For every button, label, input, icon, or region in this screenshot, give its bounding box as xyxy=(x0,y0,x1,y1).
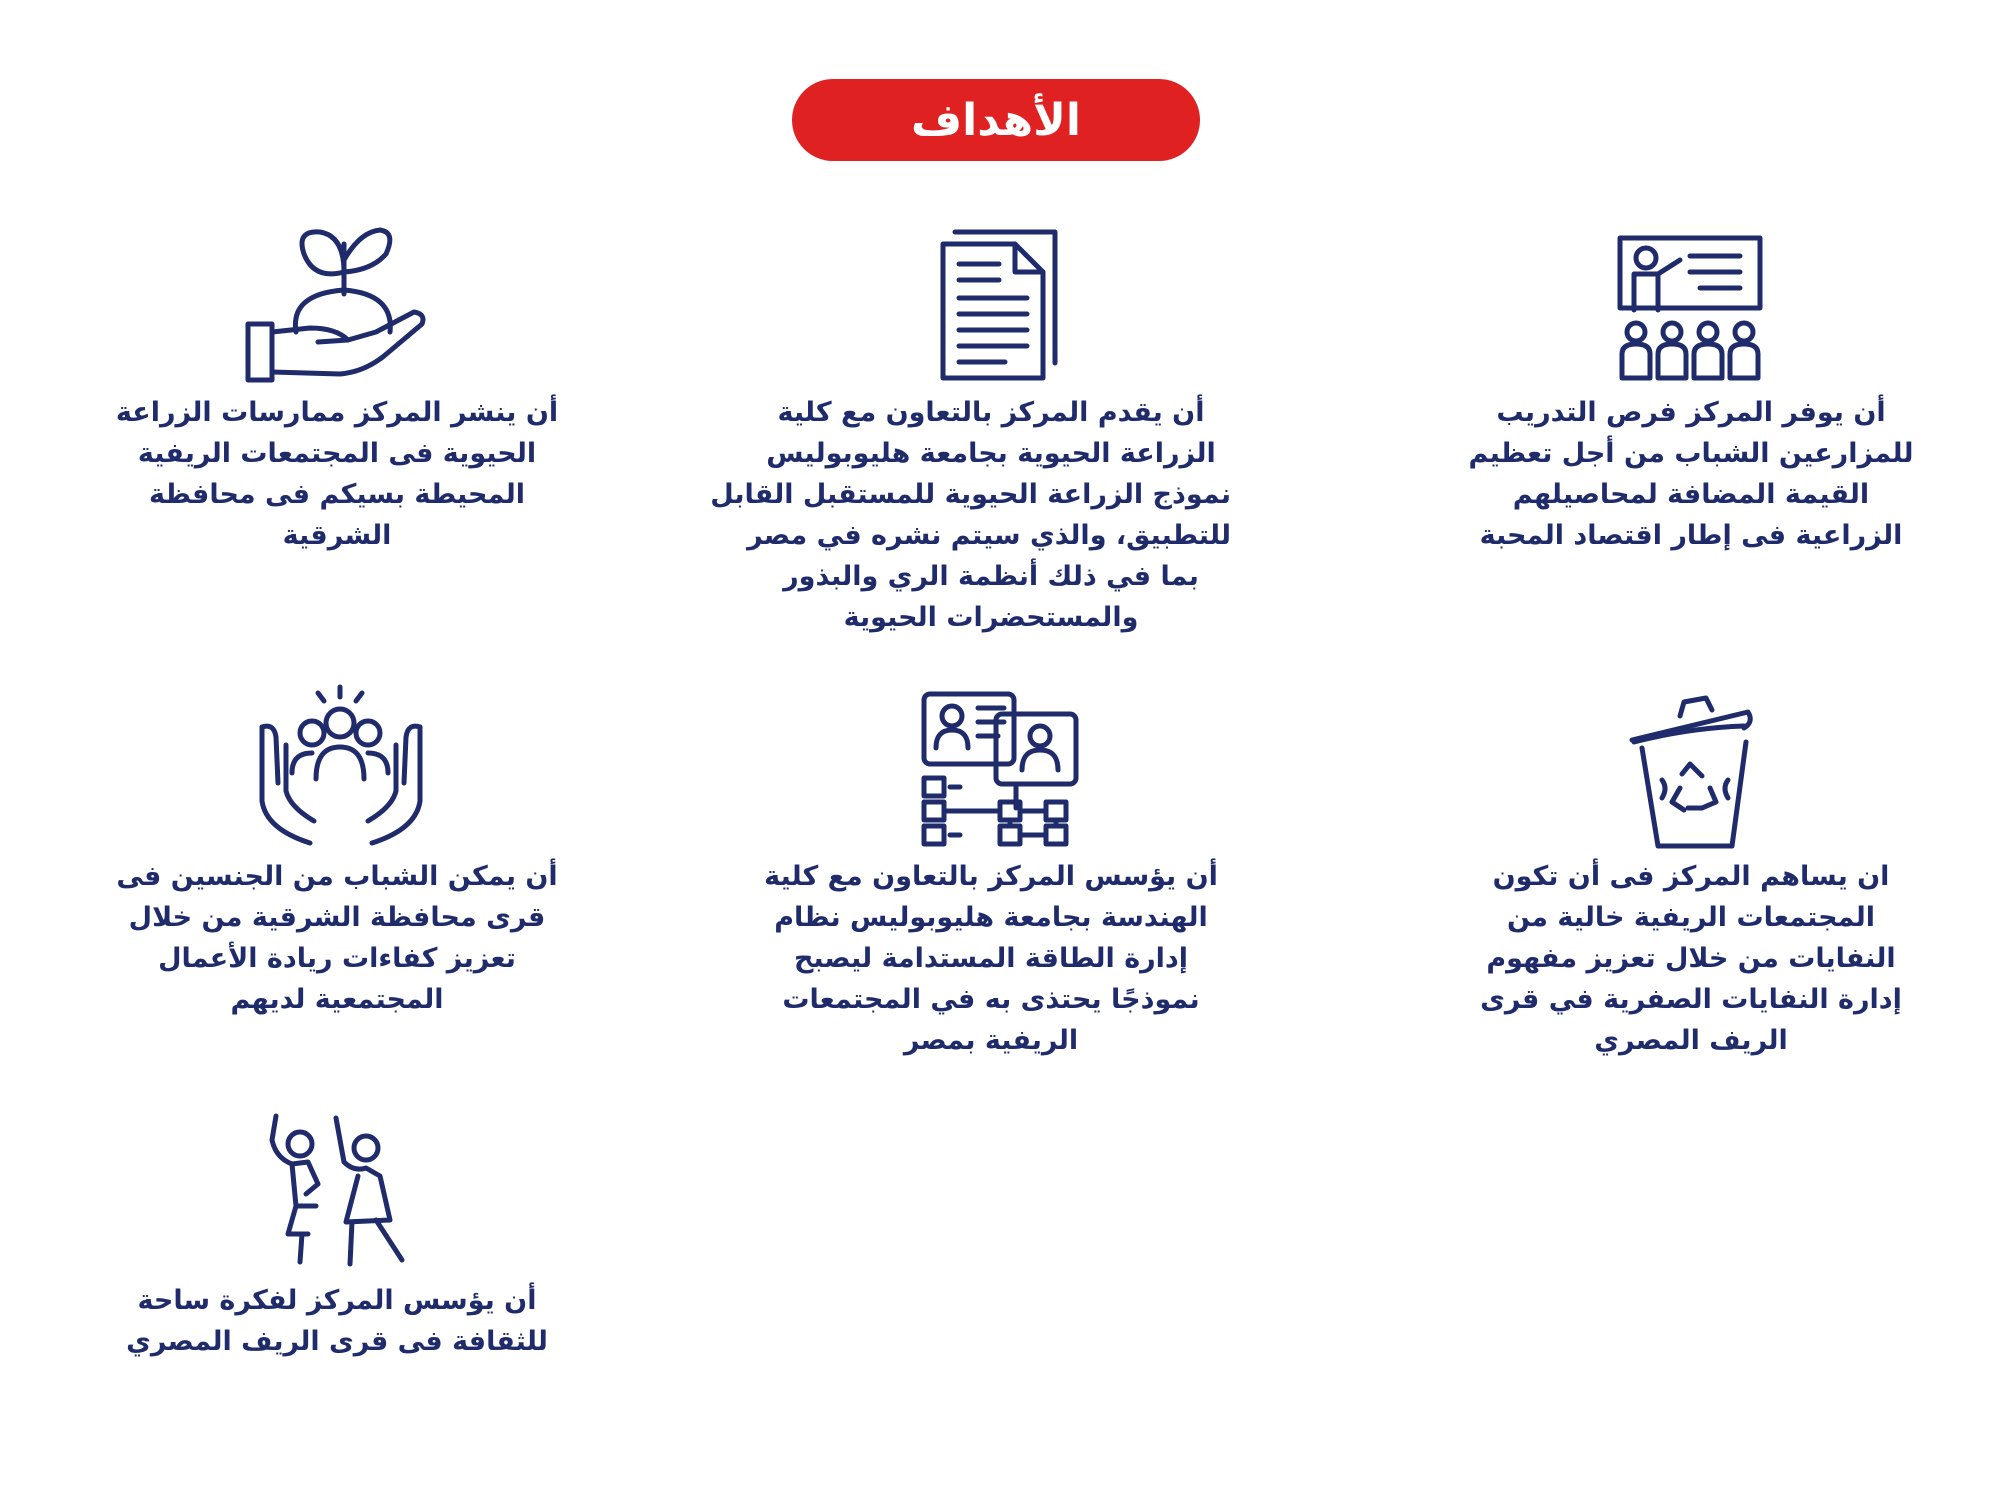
network-chat-icon xyxy=(920,690,1080,850)
goal-text-1: أن يوفر المركز فرص التدريب للمزارعين الشباب من أجل تعظيم القيمة المضافة لمحاصيلهم الزراعية فى إطار اقتصاد المحبة xyxy=(1468,397,1914,551)
goal-text-4: ان يساهم المركز فى أن تكون المجتمعات الريفية خالية من النفايات من خلال تعزيز مفهوم إدارة النفايات الصفرية في قرى الريف المصري xyxy=(1480,861,1902,1056)
goal-text-7: أن يؤسس المركز لفكرة ساحة للثقافة فى قرى الريف المصري xyxy=(126,1285,548,1357)
recycle-bin-icon xyxy=(1628,690,1758,850)
goal-text-3: أن ينشر المركز ممارسات الزراعة الحيوية فى المجتمعات الريفية المحيطة بسيكم فى محافظة الشرقية xyxy=(115,397,559,551)
dancers-icon xyxy=(262,1110,412,1270)
page-title: الأهداف xyxy=(911,94,1081,146)
goal-text-5: أن يؤسس المركز بالتعاون مع كلية الهندسة بجامعة هليوبوليس نظام إدارة الطاقة المستدامة ليصبح نموذجًا يحتذى به في المجتمعات الريفية بمصر xyxy=(764,861,1218,1056)
goal-text-6: أن يمكن الشباب من الجنسين فى قرى محافظة الشرقية من خلال تعزيز كفاءات ريادة الأعمال المجتمعية لديهم xyxy=(116,861,558,1015)
goal-text-2: أن يقدم المركز بالتعاون مع كلية الزراعة الحيوية بجامعة هليوبوليس نموذج الزراعة الحيوية للمستقبل القابل للتطبيق، والذي سيتم نشره في مصر بما في ذلك أنظمة الري والبذور والمستحضرات الحيوية xyxy=(710,397,1231,633)
plant-hand-icon xyxy=(244,224,434,384)
training-presentation-icon xyxy=(1610,232,1770,382)
goals-title-pill xyxy=(792,79,1200,161)
document-icon xyxy=(935,228,1065,383)
community-hands-icon xyxy=(256,683,426,848)
